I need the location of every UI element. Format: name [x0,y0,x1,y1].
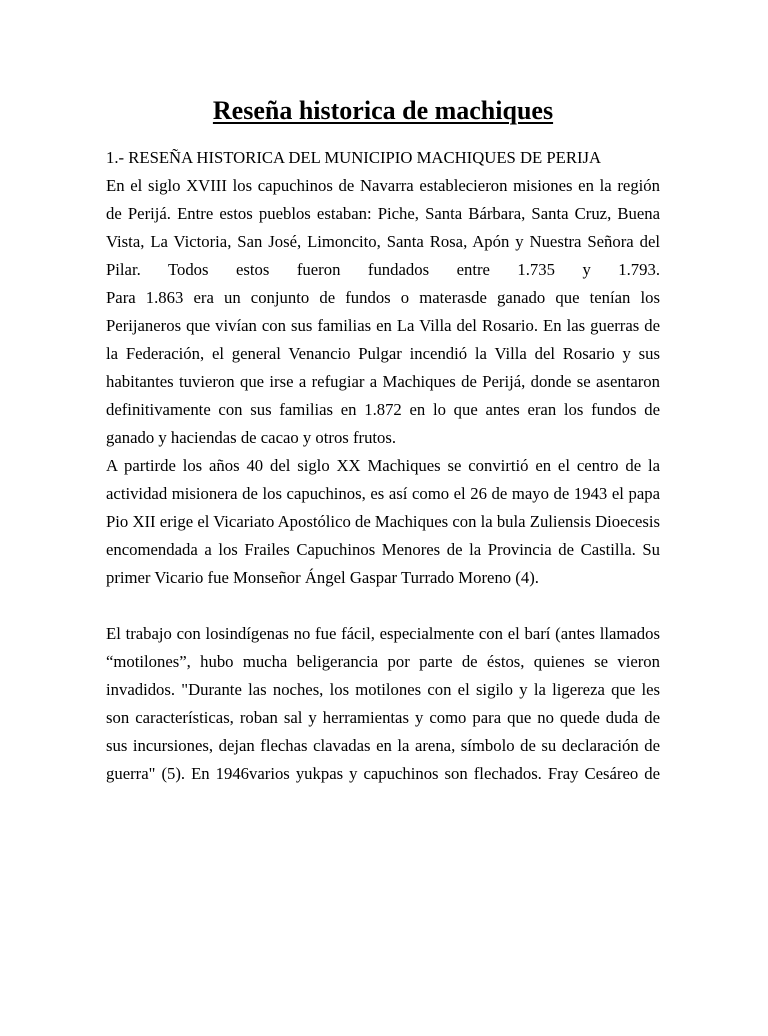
document-body-clip [106,128,660,1036]
paragraph-spacer [106,592,660,620]
document-body [106,144,660,788]
document-title: Reseña historica de machiques [212,96,554,125]
paragraph-siglo-xx: A partirde los años 40 del siglo XX Machiques se convirtió en el centro de la actividad misionera de los capuchinos, es así como el 26 de mayo de 1943 el papa Pio XII erige el Vicariato Apostólico de Machiques con la bula Zuliensis Dioecesis encomendada a los Frailes Capuchinos Menores de la Provincia de Castilla. Su primer Vicario fue Monseñor Ángel Gaspar Turrado Moreno (4). [106,456,660,587]
section-heading: 1.- RESEÑA HISTORICA DEL MUNICIPIO MACHIQUES DE PERIJA [106,148,602,167]
paragraph-1863: Para 1.863 era un conjunto de fundos o materasde ganado que tenían los Perijaneros que vivían con sus familias en La Villa del Rosario. En las guerras de la Federación, el general Venancio Pulgar incendió la Villa del Rosario y sus habitantes tuvieron que irse a refugiar a Machiques de Perijá, donde se asentaron definitivamente con sus familias en 1.872 en lo que antes eran los fundos de ganado y haciendas de cacao y otros frutos. [106,288,660,447]
paragraph-indigenas: El trabajo con losindígenas no fue fácil, especialmente con el barí (antes llamados “motilones”, hubo mucha beligerancia por parte de éstos, quienes se vieron invadidos. "Durante las noches, los motilones con el sigilo y la ligereza que les son características, roban sal y herramientas y como para que no quede duda de sus incursiones, dejan flechas clavadas en la arena, símbolo de su declaración de guerra" (5). En 1946varios yukpas y capuchinos son flechados. Fray Cesáreo de [106,624,660,783]
paragraph-missions: En el siglo XVIII los capuchinos de Navarra establecieron misiones en la región de Perijá. Entre estos pueblos estaban: Piche, Santa Bárbara, Santa Cruz, Buena Vista, La Victoria, San José, Limoncito, Santa Rosa, Apón y Nuestra Señora del Pilar. Todos estos fueron fundados entre 1.735 y 1.793. [106,176,660,279]
